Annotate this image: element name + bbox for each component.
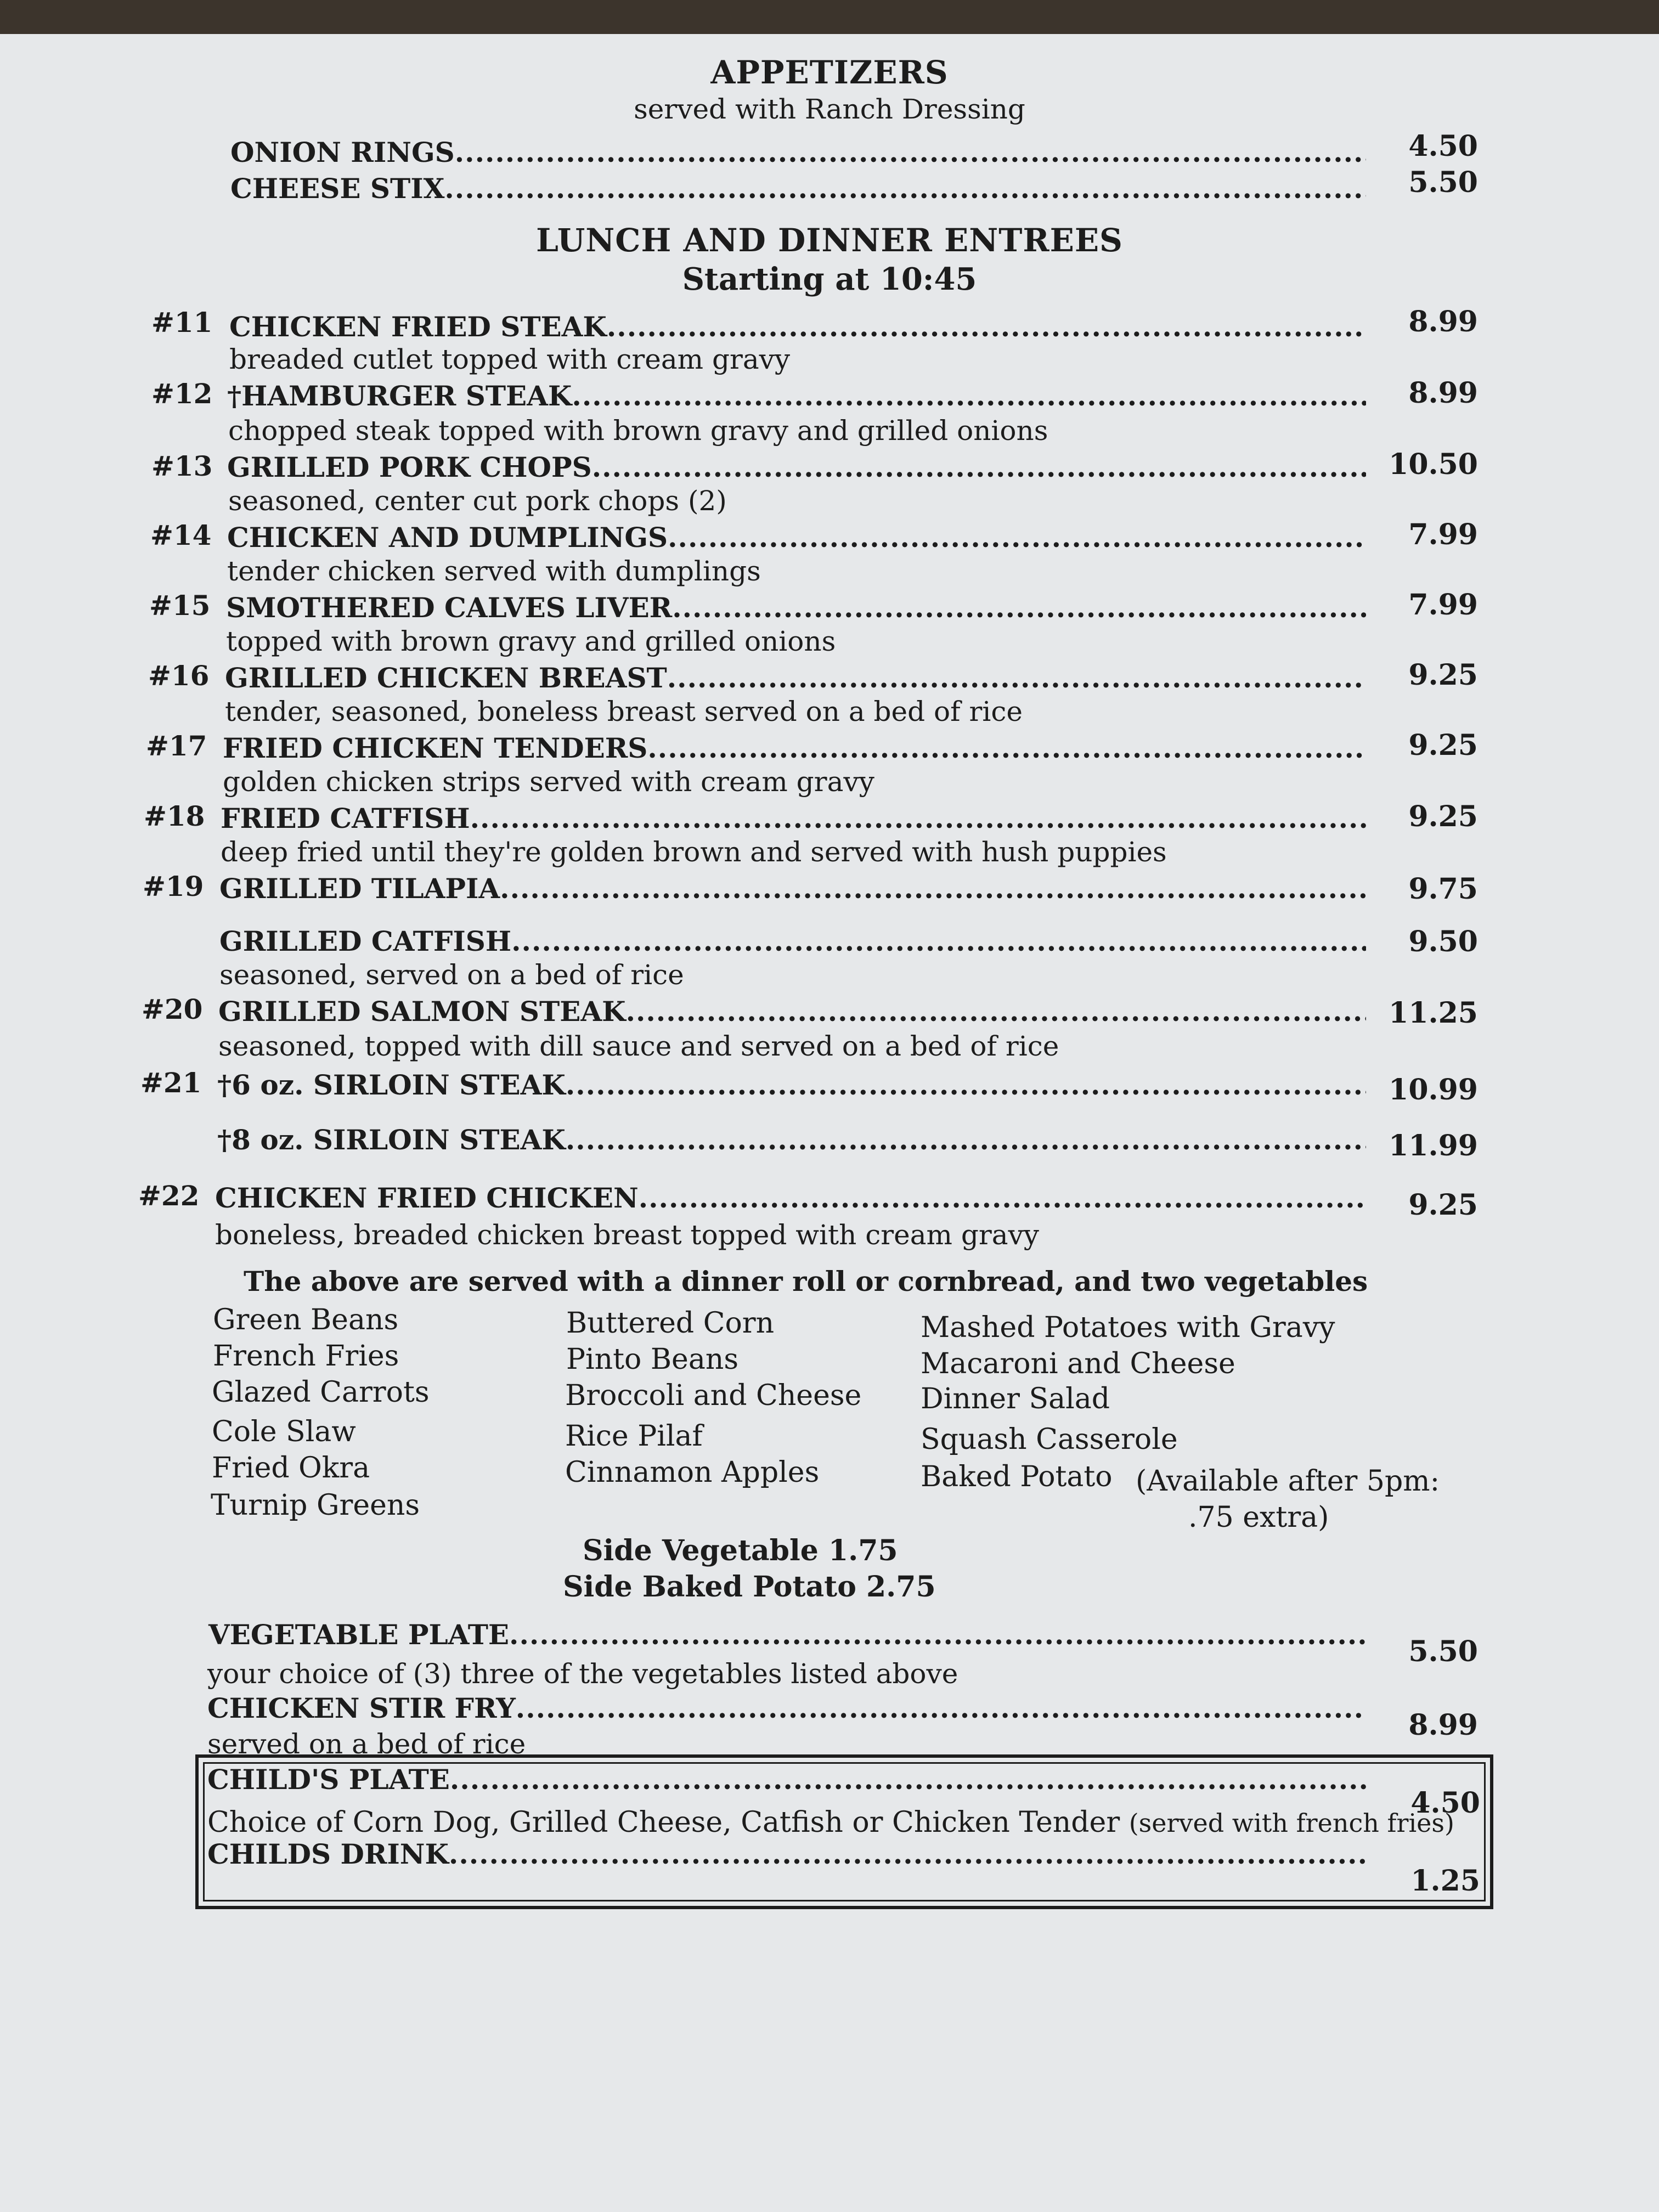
item-name: ONION RINGS <box>230 136 455 168</box>
item-name: GRILLED PORK CHOPS <box>227 451 592 483</box>
item-description: seasoned, served on a bed of rice <box>219 959 684 991</box>
menu-item-vegetable-plate <box>208 1618 1366 1651</box>
item-price: 8.99 <box>1408 376 1478 410</box>
menu-item <box>215 1182 1366 1214</box>
vegetable-item: Glazed Carrots <box>212 1376 430 1409</box>
item-name: FRIED CATFISH <box>221 802 470 834</box>
item-price: 10.99 <box>1389 1073 1478 1107</box>
item-name: CHICKEN FRIED STEAK <box>229 311 607 343</box>
vegetable-item: Rice Pilaf <box>565 1420 703 1453</box>
item-name: CHILD'S PLATE <box>207 1763 450 1796</box>
item-price: 11.25 <box>1389 996 1478 1030</box>
menu-item <box>227 521 1366 554</box>
item-name: CHICKEN AND DUMPLINGS <box>227 521 668 554</box>
item-number: #21 <box>140 1066 202 1099</box>
item-price: 8.99 <box>1408 1708 1478 1742</box>
appetizers-subtitle: served with Ranch Dressing <box>634 93 1025 125</box>
item-description: chopped steak topped with brown gravy and grilled onions <box>228 415 1048 447</box>
item-price: 9.75 <box>1408 872 1478 906</box>
vegetable-item: Pinto Beans <box>566 1343 739 1376</box>
item-name: CHEESE STIX <box>230 172 445 205</box>
item-name: CHICKEN FRIED CHICKEN <box>215 1182 639 1214</box>
menu-item <box>219 925 1366 957</box>
item-name: CHILDS DRINK <box>207 1838 449 1870</box>
item-number: #12 <box>151 377 213 410</box>
item-name: SMOTHERED CALVES LIVER <box>226 591 673 624</box>
menu-item <box>227 380 1366 412</box>
menu-item <box>217 1124 1366 1156</box>
item-description: seasoned, topped with dill sauce and served on a bed of rice <box>218 1030 1059 1062</box>
item-description: breaded cutlet topped with cream gravy <box>229 343 791 375</box>
vegetable-item: Green Beans <box>213 1304 399 1336</box>
item-description: golden chicken strips served with cream gravy <box>223 766 874 798</box>
item-number: #15 <box>149 589 211 622</box>
item-price: 9.50 <box>1408 925 1478 958</box>
item-number: #16 <box>148 659 210 692</box>
appetizers-title: APPETIZERS <box>710 54 949 91</box>
item-name: VEGETABLE PLATE <box>208 1618 510 1651</box>
menu-item <box>219 872 1366 905</box>
item-number: #22 <box>138 1180 200 1212</box>
vegetable-item: Buttered Corn <box>566 1307 775 1340</box>
menu-item-childs-plate <box>207 1763 1366 1796</box>
item-price: 10.50 <box>1389 448 1478 481</box>
item-number: #11 <box>151 306 213 338</box>
item-number: #20 <box>142 993 203 1025</box>
item-number: #14 <box>150 519 212 551</box>
menu-item-childs-drink <box>207 1838 1366 1870</box>
vegetable-item: Mashed Potatoes with Gravy <box>921 1311 1335 1344</box>
item-price: 5.50 <box>1408 166 1478 199</box>
vegetable-item: Turnip Greens <box>211 1489 420 1522</box>
item-price: 9.25 <box>1408 800 1478 833</box>
vegetable-item: Dinner Salad <box>921 1383 1110 1415</box>
menu-item-cheese-stix <box>230 172 1366 205</box>
menu-item <box>229 311 1366 343</box>
item-number: #17 <box>146 730 207 762</box>
childs-plate-desc: Choice of Corn Dog, Grilled Cheese, Catfish or Chicken Tender <box>207 1806 1120 1839</box>
item-price: 4.50 <box>1408 129 1478 163</box>
item-price: 9.25 <box>1408 1188 1478 1222</box>
item-price: 7.99 <box>1408 518 1478 551</box>
item-number: #18 <box>144 800 205 832</box>
item-price: 1.25 <box>1410 1864 1480 1898</box>
baked-potato-note-extra: .75 extra) <box>1188 1501 1329 1534</box>
item-description: tender chicken served with dumplings <box>227 555 761 587</box>
item-name: GRILLED CATFISH <box>219 925 512 957</box>
side-vegetable-price: Side Vegetable 1.75 <box>583 1534 898 1567</box>
item-description: deep fried until they're golden brown and served with hush puppies <box>221 836 1167 868</box>
item-name: †8 oz. SIRLOIN STEAK <box>217 1124 566 1156</box>
childs-plate-desc-note: (served with french fries) <box>1128 1808 1454 1838</box>
item-description <box>207 1806 1454 1839</box>
item-description: seasoned, center cut pork chops (2) <box>228 485 727 517</box>
item-number: #19 <box>143 870 204 902</box>
menu-item <box>225 662 1366 694</box>
vegetable-item: Squash Casserole <box>921 1423 1178 1456</box>
item-description: topped with brown gravy and grilled onions <box>226 625 836 657</box>
menu-item <box>223 732 1366 764</box>
item-name: CHICKEN STIR FRY <box>207 1692 516 1724</box>
entrees-subtitle: Starting at 10:45 <box>682 261 977 297</box>
item-name: GRILLED SALMON STEAK <box>218 995 626 1028</box>
item-description: tender, seasoned, boneless breast served on a bed of rice <box>225 696 1023 727</box>
entrees-title: LUNCH AND DINNER ENTREES <box>536 222 1123 259</box>
vegetable-item: Cinnamon Apples <box>565 1456 820 1489</box>
menu-item <box>226 591 1366 624</box>
item-description: served on a bed of rice <box>207 1728 526 1760</box>
served-with-note: The above are served with a dinner roll or cornbread, and two vegetables <box>244 1265 1368 1297</box>
vegetable-item: French Fries <box>213 1340 399 1373</box>
item-price: 7.99 <box>1408 588 1478 622</box>
vegetable-item: Broccoli and Cheese <box>565 1379 862 1412</box>
item-price: 5.50 <box>1408 1635 1478 1668</box>
item-description: boneless, breaded chicken breast topped with cream gravy <box>215 1219 1040 1251</box>
item-name: GRILLED TILAPIA <box>219 872 500 905</box>
menu-item <box>221 802 1366 834</box>
vegetable-item: Macaroni and Cheese <box>921 1347 1235 1380</box>
vegetable-item: Fried Okra <box>212 1452 370 1485</box>
item-price: 4.50 <box>1410 1786 1480 1820</box>
menu-item <box>218 995 1366 1028</box>
item-price: 9.25 <box>1408 658 1478 692</box>
baked-potato-note: (Available after 5pm: <box>1136 1465 1440 1498</box>
item-description: your choice of (3) three of the vegetables listed above <box>207 1658 958 1690</box>
item-price: 11.99 <box>1389 1129 1478 1163</box>
menu-item <box>217 1069 1366 1101</box>
menu-item-onion-rings <box>230 136 1366 168</box>
item-name: GRILLED CHICKEN BREAST <box>225 662 667 694</box>
item-price: 9.25 <box>1408 729 1478 762</box>
side-baked-potato-price: Side Baked Potato 2.75 <box>563 1570 936 1604</box>
vegetable-item: Cole Slaw <box>212 1415 356 1448</box>
item-name: †6 oz. SIRLOIN STEAK <box>217 1069 566 1101</box>
item-name: †HAMBURGER STEAK <box>227 380 572 412</box>
menu-item-chicken-stir-fry <box>207 1692 1366 1724</box>
item-price: 8.99 <box>1408 305 1478 338</box>
item-name: FRIED CHICKEN TENDERS <box>223 732 648 764</box>
vegetable-item: Baked Potato <box>921 1460 1113 1493</box>
item-number: #13 <box>151 450 213 482</box>
menu-item <box>227 451 1366 483</box>
